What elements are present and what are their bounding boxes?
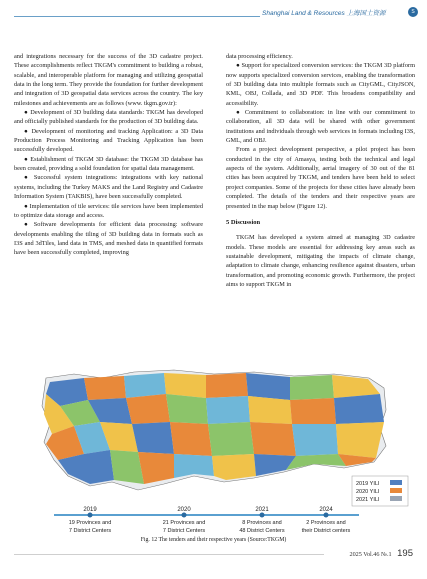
timeline-year: 2019	[83, 507, 97, 513]
bullet-tile-services: ● Implementation of tile services: tile services have been implemented to optimize data storage and access.	[14, 202, 203, 219]
province-region	[290, 375, 334, 400]
figure-caption: Fig. 12 The tenders and their respective years (Source:TKGM)	[140, 537, 287, 543]
province-region	[164, 373, 206, 398]
timeline-year: 2020	[177, 507, 191, 513]
left-column	[14, 52, 203, 258]
journal-title: Shanghai Land & Resources 上海国土资源	[262, 10, 386, 17]
legend-swatch	[390, 496, 402, 501]
footer-rule	[14, 554, 324, 555]
page-footer	[349, 548, 413, 559]
bullet-conversion: ● Support for specialized conversion services: the TKGM 3D platform now supports specialized conversion services, enabling the transformation of 3D building data into multiple formats such as CityGML, CityJSON, KML, OBJ, Collada, and 3D PDF. This broadens compatibility and accessibility.	[226, 62, 415, 107]
journal-logo-icon: S	[408, 7, 418, 17]
province-region	[132, 422, 174, 454]
province-region	[334, 394, 384, 424]
timeline-marker	[182, 513, 187, 518]
timeline-desc: 8 Provinces and	[242, 520, 282, 526]
discussion-paragraph: TKGM has developed a system aimed at managing 3D cadastre models. These models are essential for addressing key areas such as sustainable development, mitigating the impacts of climate change, adaptation to climate change, enhancing resilience against disasters, urban transformation, and promoting economic growth. Furthermore, the project aims to support TKGM in	[226, 234, 415, 288]
province-region	[126, 394, 170, 424]
province-region	[124, 373, 166, 398]
timeline-year: 2021	[255, 507, 269, 513]
legend-swatch	[390, 480, 402, 485]
timeline-desc: 7 District Centers	[162, 528, 206, 534]
right-column	[226, 52, 415, 289]
header-rule	[14, 16, 260, 17]
volume-info: 2025 Vol.46 №.1	[349, 551, 392, 558]
timeline-desc: their District centers	[301, 528, 351, 534]
timeline-marker	[260, 513, 265, 518]
timeline-desc: 19 Provinces and	[68, 520, 112, 526]
timeline-marker	[324, 513, 329, 518]
timeline-desc: 21 Provinces and	[162, 520, 206, 526]
section-heading: 5 Discussion	[226, 218, 261, 226]
legend-label: 2020 YILI	[356, 489, 380, 495]
province-region	[290, 398, 336, 424]
province-region	[292, 424, 338, 456]
province-region	[206, 396, 250, 424]
timeline-desc: 2 Provinces and	[306, 520, 346, 526]
province-region	[336, 422, 384, 458]
map-legend	[352, 476, 408, 506]
province-region	[166, 394, 208, 424]
turkey-tender-map	[14, 364, 414, 536]
legend-label: 2021 YILI	[356, 497, 380, 503]
province-region	[170, 422, 212, 456]
province-region	[208, 422, 254, 456]
province-region	[250, 422, 296, 456]
province-region	[206, 373, 248, 398]
bullet-software: ● Software developments for efficient data processing: software developments enabling the tiling of 3D building data in formats such as I3S and 3dTiles, land data in TMS, and meshed data in quantified formats have been successfully completed, improving	[14, 221, 203, 257]
timeline-marker	[88, 513, 93, 518]
bullet-integrations: ● Successful system integrations: integrations with key national systems, including the Turkey MAKS and the Land Registry and Cadastre Information System (TAKBIS), have been successfully completed.	[14, 174, 203, 201]
province-region	[84, 376, 126, 400]
timeline-year: 2024	[319, 507, 333, 513]
timeline-desc: 48 District Centers	[239, 528, 285, 534]
bullet-database: ● Establishment of TKGM 3D database: the TKGM 3D database has been created, providing a solid foundation for spatial data management.	[14, 155, 203, 173]
timeline-desc: 7 District Centers	[68, 528, 112, 534]
province-region	[248, 396, 292, 424]
page-number: 195	[397, 548, 413, 559]
intro-paragraph: and integrations necessary for the success of the 3D cadastre project. These accomplishments reflect TKGM's commitment to building a robust, scalable, and interoperable platform for managing and utilizing geospatial data in the long term. They provide the foundation for further development and integration of 3D geospatial data services across the country. The key milestones and achievements are as follows (www. tkgm.gov.tr):	[14, 53, 203, 107]
legend-swatch	[390, 488, 402, 493]
province-region	[212, 454, 256, 480]
continued-paragraph: data processing efficiency.	[226, 53, 293, 60]
province-region	[246, 373, 290, 400]
page-header	[0, 6, 427, 20]
bullet-collaboration: ● Commitment to collaboration: in line with our commitment to collaboration, all 3D data will be shared with other government institutions and individuals through web services in formats including I3S, GML, and OBJ.	[226, 109, 415, 145]
pilot-paragraph: From a project development perspective, a pilot project has been conducted in the city of Amasya, testing both the technical and legal aspects of the system. Additionally, aerial imagery of 30 out of the 81 cities has been acquired by TKGM, and tenders have been held to select project companies. Some of the projects for these cities have already been completed. The details of the tenders and their respective years are presented in the map below (Figure 12).	[226, 146, 415, 210]
bullet-monitoring: ● Development of monitoring and tracking Application: a 3D Data Production Process Monitoring and Tracking Application has been successfully developed.	[14, 127, 203, 154]
legend-label: 2019 YILI	[356, 481, 380, 487]
bullet-standards: ● Development of 3D building data standards: TKGM has developed and officially published standards for the production of 3D building data.	[14, 109, 203, 126]
